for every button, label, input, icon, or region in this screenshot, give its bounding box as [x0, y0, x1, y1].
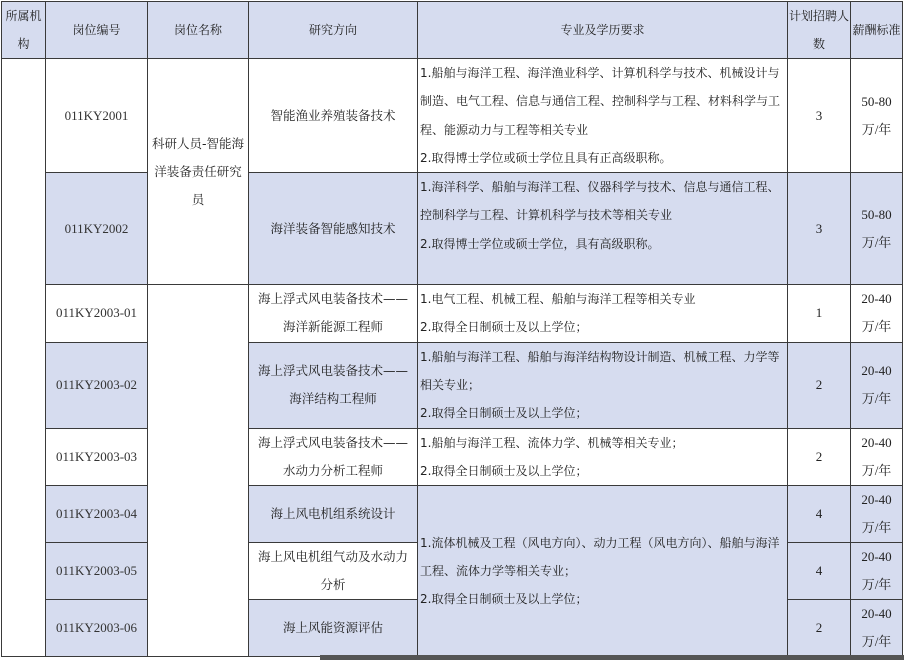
- direction-cell: [249, 428, 418, 486]
- table-row: [2, 285, 903, 343]
- header-count: 计划招聘人数: [788, 2, 851, 59]
- direction-cell: [249, 285, 418, 343]
- req-line-1: 1.海洋科学、船舶与海洋工程、仪器科学与技术、信息与通信工程、控制科学与工程、计算机科学与技术等相关专业: [420, 180, 780, 223]
- salary-cell: [851, 543, 903, 600]
- req-line-2: 2.取得全日制硕士及以上学位；: [420, 592, 588, 607]
- position-name-empty-cell: [148, 285, 249, 657]
- salary-value: 50-80万/年: [861, 206, 892, 250]
- header-row: [2, 2, 903, 59]
- direction-cell: 海洋装备智能感知技术: [249, 173, 418, 285]
- req-line-2: 2.取得博士学位或硕士学位且具有正高级职称。: [420, 150, 672, 165]
- direction-cell: [249, 342, 418, 428]
- salary-cell: [851, 600, 903, 657]
- count-cell: 4: [788, 543, 851, 600]
- requirements-cell: [418, 59, 788, 173]
- position-name-cell: [148, 59, 249, 285]
- org-cell: [2, 59, 46, 657]
- header-requirements: 专业及学历要求: [418, 2, 788, 59]
- header-org: 所属机构: [2, 2, 46, 59]
- direction-cell: 智能渔业养殖装备技术: [249, 59, 418, 173]
- req-line-2: 2.取得全日制硕士及以上学位；: [420, 463, 588, 478]
- position-name: 科研人员-智能海洋装备责任研究员: [152, 135, 245, 207]
- bottom-scrollbar[interactable]: [320, 655, 904, 660]
- merged-requirements-cell: [418, 486, 788, 657]
- requirements-cell: [418, 285, 788, 343]
- count-cell: 2: [788, 342, 851, 428]
- direction-cell: [249, 543, 418, 600]
- salary-cell: [851, 342, 903, 428]
- header-name: 岗位名称: [148, 2, 249, 59]
- direction-value: 海上风电机组气动及水动力分析: [257, 549, 408, 593]
- table-row: [2, 428, 903, 486]
- salary-cell: [851, 486, 903, 543]
- code-cell: 011KY2003-04: [46, 486, 148, 543]
- req-line-1: 1.船舶与海洋工程、船舶与海洋结构物设计制造、机械工程、力学等相关专业；: [420, 349, 780, 393]
- req-line-1: 1.船舶与海洋工程、海洋渔业科学、计算机科学与技术、机械设计与制造、电气工程、信息与通信工程、控制科学与工程、材料科学与工程、能源动力与工程等相关专业: [420, 66, 781, 137]
- direction-value: 海上浮式风电装备技术——海洋新能源工程师: [257, 291, 408, 335]
- req-line-1: 1.流体机械及工程（风电方向）、动力工程（风电方向）、船舶与海洋工程、流体力学等相关专业；: [420, 535, 780, 579]
- count-cell: 3: [788, 59, 851, 173]
- code-cell: 011KY2002: [46, 173, 148, 285]
- salary-cell: [851, 59, 903, 173]
- salary-value: 20-40万/年: [861, 434, 892, 478]
- count-cell: 2: [788, 428, 851, 486]
- count-cell: 3: [788, 173, 851, 285]
- count-cell: 1: [788, 285, 851, 343]
- table-row: [2, 342, 903, 428]
- requirements-cell: [418, 428, 788, 486]
- code-cell: 011KY2003-05: [46, 543, 148, 600]
- table-row: [2, 173, 903, 285]
- code-cell: 011KY2003-02: [46, 342, 148, 428]
- count-cell: 2: [788, 600, 851, 657]
- salary-value: 20-40万/年: [861, 492, 892, 536]
- code-cell: 011KY2003-03: [46, 428, 148, 486]
- direction-cell: 海上风电机组系统设计: [249, 486, 418, 543]
- req-line-1: 1.电气工程、机械工程、船舶与海洋工程等相关专业: [420, 292, 696, 307]
- header-direction: 研究方向: [249, 2, 418, 59]
- code-cell: 011KY2003-06: [46, 600, 148, 657]
- salary-cell: [851, 173, 903, 285]
- direction-cell: 海上风能资源评估: [249, 600, 418, 657]
- code-cell: 011KY2003-01: [46, 285, 148, 343]
- req-line-2: 2.取得全日制硕士及以上学位；: [420, 320, 588, 335]
- salary-cell: [851, 285, 903, 343]
- table-row: [2, 59, 903, 173]
- direction-value: 海上浮式风电装备技术——水动力分析工程师: [257, 434, 408, 478]
- code-cell: 011KY2001: [46, 59, 148, 173]
- salary-cell: [851, 428, 903, 486]
- requirements-cell: [418, 342, 788, 428]
- salary-value: 50-80万/年: [861, 93, 892, 137]
- req-line-2: 2.取得博士学位或硕士学位，具有高级职称。: [420, 236, 660, 251]
- req-line-2: 2.取得全日制硕士及以上学位；: [420, 406, 588, 421]
- header-code: 岗位编号: [46, 2, 148, 59]
- header-salary: 薪酬标准: [851, 2, 903, 59]
- salary-value: 20-40万/年: [861, 363, 892, 407]
- salary-value: 20-40万/年: [861, 606, 892, 650]
- req-line-1: 1.船舶与海洋工程、流体力学、机械等相关专业；: [420, 435, 684, 450]
- recruitment-table: [1, 1, 903, 657]
- direction-value: 海上浮式风电装备技术——海洋结构工程师: [257, 363, 408, 407]
- requirements-cell: [418, 173, 788, 285]
- count-cell: 4: [788, 486, 851, 543]
- salary-value: 20-40万/年: [861, 291, 892, 335]
- table-row: [2, 486, 903, 543]
- salary-value: 20-40万/年: [861, 549, 892, 593]
